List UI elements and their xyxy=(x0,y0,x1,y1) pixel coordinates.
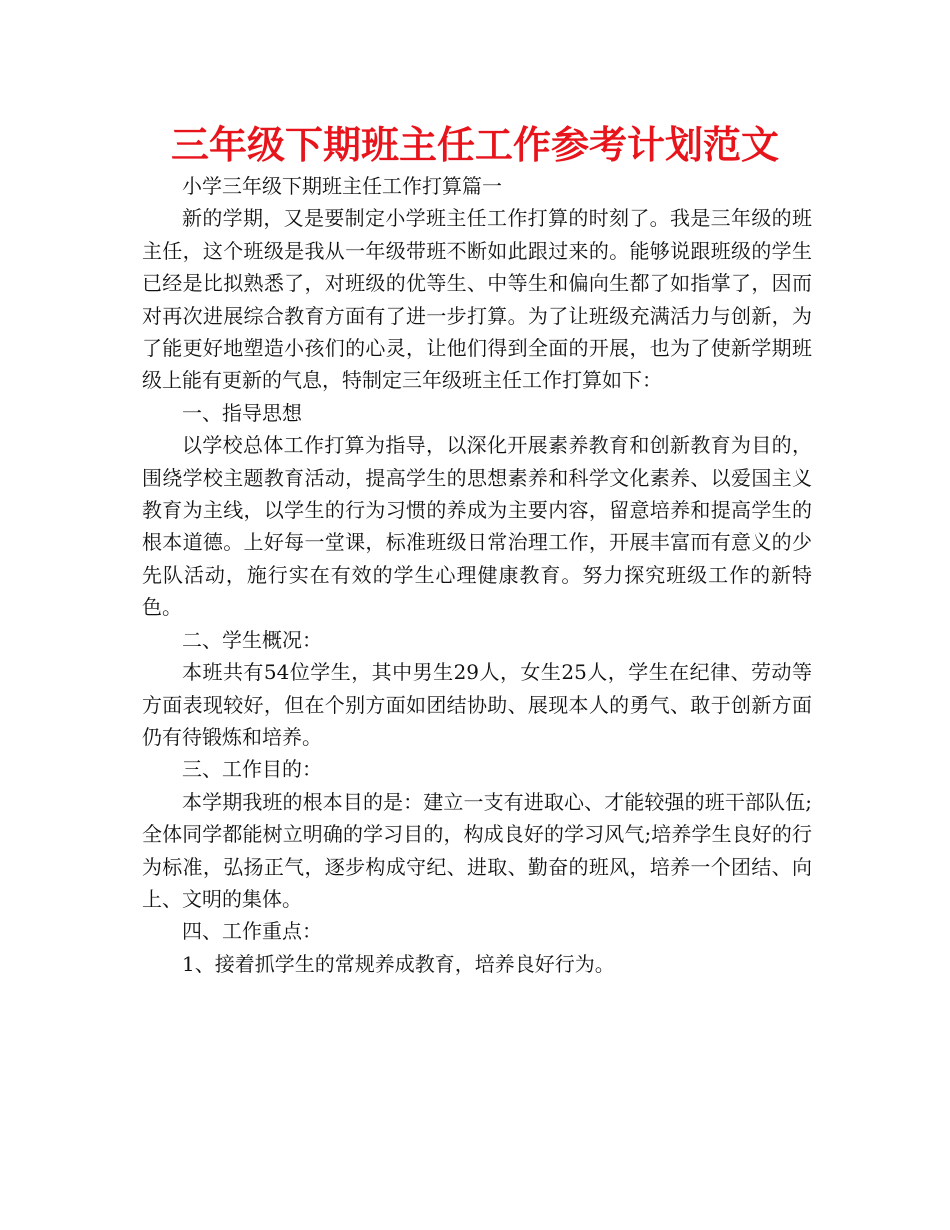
section-subtitle: 小学三年级下期班主任工作打算篇一 xyxy=(182,174,502,198)
guiding-thought-paragraph: 以学校总体工作打算为指导，以深化开展素养教育和创新教育为目的，围绕学校主题教育活动，提高学生的思想素养和科学文化素养、以爱国主义教育为主线，以学生的行为习惯的养成为主要内容，留意培养和提高学生的根本道德。上好每一堂课，标准班级日常治理工作，开展丰富而有意义的少先队活动，施行实在有效的学生心理健康教育。努力探究班级工作的新特色。 xyxy=(142,433,812,620)
document-title: 三年级下期班主任工作参考计划范文 xyxy=(170,123,779,167)
heading-work-goals: 三、工作目的： xyxy=(182,757,322,782)
work-focus-item-1: 1、接着抓学生的常规养成教育，培养良好行为。 xyxy=(182,951,615,976)
work-goals-paragraph: 本学期我班的根本目的是：建立一支有进取心、才能较强的班干部队伍;全体同学都能树立明确的学习目的，构成良好的学习风气;培养学生良好的行为标准，弘扬正气，逐步构成守纪、进取、勤奋的班风，培养一个团结、向上、文明的集体。 xyxy=(142,789,812,911)
intro-paragraph: 新的学期，又是要制定小学班主任工作打算的时刻了。我是三年级的班主任，这个班级是我从一年级带班不断如此跟过来的。能够说跟班级的学生已经是比拟熟悉了，对班级的优等生、中等生和偏向生都了如指掌了，因而对再次进展综合教育方面有了进一步打算。为了让班级充满活力与创新，为了能更好地塑造小孩们的心灵，让他们得到全面的开展，也为了使新学期班级上能有更新的气息，特制定三年级班主任工作打算如下： xyxy=(142,206,812,393)
heading-guiding-thought: 一、指导思想 xyxy=(182,400,302,425)
heading-work-focus: 四、工作重点： xyxy=(182,919,322,944)
student-overview-paragraph: 本班共有54位学生，其中男生29人，女生25人，学生在纪律、劳动等方面表现较好，但在个别方面如团结协助、展现本人的勇气、敢于创新方面仍有待锻炼和培养。 xyxy=(142,660,812,749)
document-body xyxy=(142,170,812,980)
heading-student-overview: 二、学生概况： xyxy=(182,627,322,652)
